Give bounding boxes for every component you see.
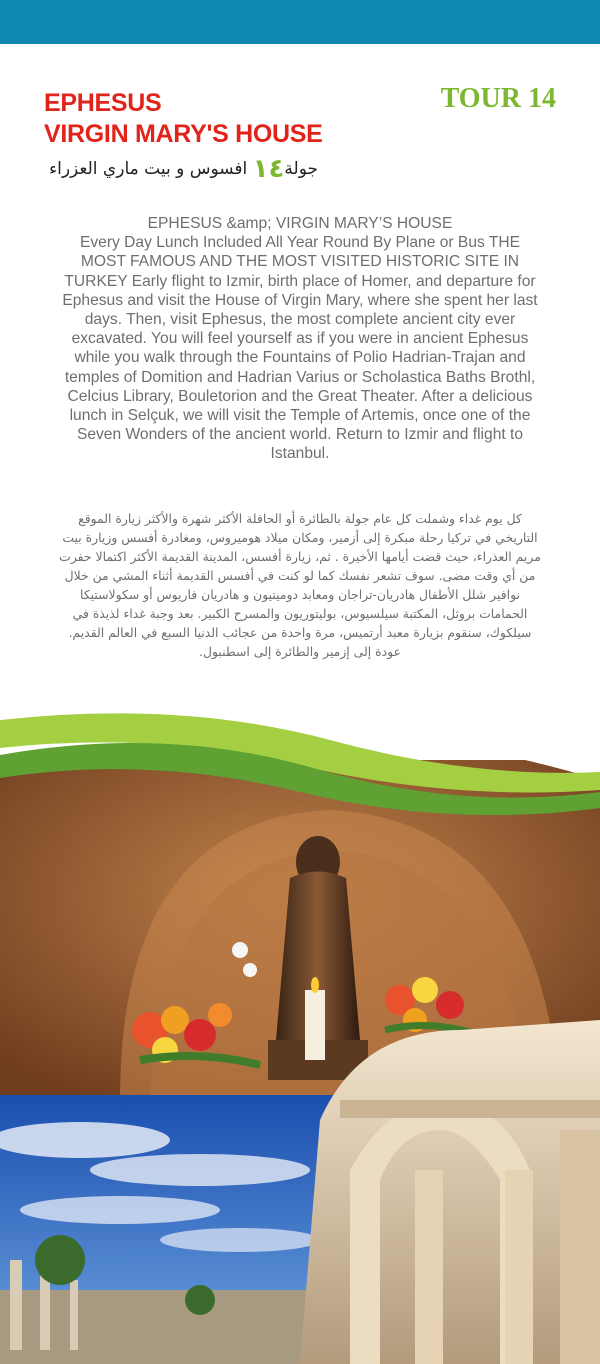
english-description-body: Every Day Lunch Included All Year Round By Plane or Bus THE MOST FAMOUS AND THE MOST VISITED HISTORIC SITE IN TURKEY Early flight to Izmir, birth place of Homer, and departure for Ephesus and visit the House of Virgin Mary, where she spent her last days. Then, visit Ephesus, the most complete ancient city ever excavated. You will feel yourself as if you were in ancient Ephesus while you walk through the Fountains of Polio Hadrian-Trajan and temples of Domition and Hadrian Varius or Scholastica Baths Brothl, Celcius Library, Bouletorion and the Great Theater. After a delicious lunch in Selçuk, we will visit the Temple of Artemis, once one of the Seven Wonders of the ancient world. Return to Izmir and flight to Istanbul. (62, 234, 538, 463)
title-line-2: VIRGIN MARY'S HOUSE (44, 120, 323, 148)
arabic-title-prefix: جولة (284, 159, 318, 179)
english-description-heading: EPHESUS &amp; VIRGIN MARY’S HOUSE (147, 215, 453, 232)
arabic-title-number: ١٤ (252, 154, 285, 184)
top-banner-bar (0, 0, 600, 44)
arabic-description: كل يوم غداء وشملت كل عام جولة بالطائرة أو الحافلة الأكثر شهرة والأكثر زيارة الموقع التاريخي في تركيا رحلة مبكرة إلى أزمير، ومكان ميلاد هوميروس، ومغادرة أفسس وزيارة بيت مريم العذراء، حيث قضت أيامها الأخيرة . ثم، زيارة أفسس، المدينة القديمة الأكثر اكتمالا حفرت من أي وقت مضى. سوف تشعر نفسك كما لو كنت في أفسس القديمة أثناء المشي من خلال نوافير شلل الأطفال هادريان-تراجان ومعابد دوميتيون و هادريان فاريوس أو سكولاستيكا الحمامات بروثل، المكتبة سيلسيوس، بوليتوريون والمسرح الكبير. بعد وجبة غداء لذيذة في سيلكوك، سنقوم بزيارة معبد أرتميس، مرة واحدة من عجائب الدنيا السبع في العالم القديم. عودة إلى إزمير والطائرة إلى اسطنبول. (59, 511, 541, 659)
english-description (56, 214, 544, 464)
title-line-1: EPHESUS (44, 89, 162, 117)
tour-title (44, 88, 323, 150)
tour-photo-collage (0, 700, 600, 1364)
tour-number-label: TOUR 14 (440, 83, 556, 114)
arabic-title (46, 154, 318, 184)
arabic-title-text: افسوس و بيت ماري العزراء (49, 159, 248, 179)
